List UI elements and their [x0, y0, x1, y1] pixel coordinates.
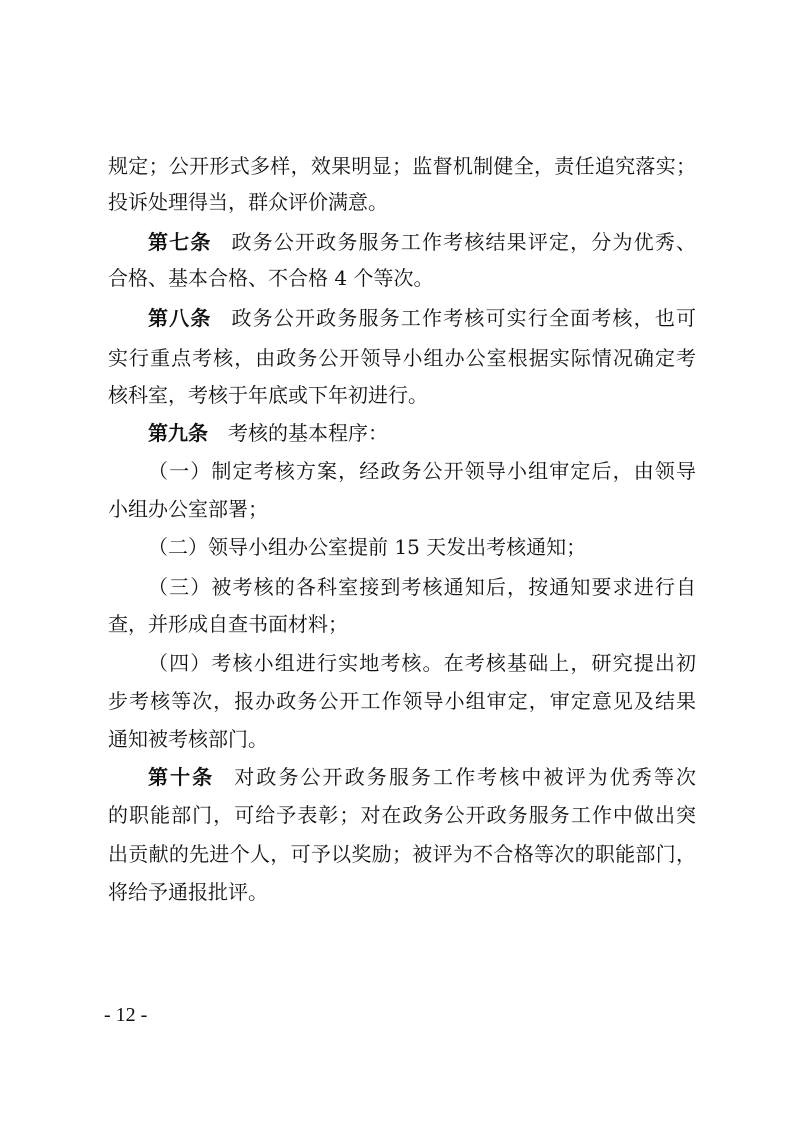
list-item-3: （三）被考核的各科室接到考核通知后，按通知要求进行自 [148, 575, 696, 599]
body-line: 通知被考核部门。 [108, 727, 268, 751]
article-8-line: 第八条 政务公开政务服务工作考核可实行全面考核，也可 [148, 306, 696, 330]
list-item-1: （一）制定考核方案，经政务公开领导小组审定后，由领导 [148, 459, 696, 483]
article-heading: 第九条 [148, 421, 208, 445]
list-item-4: （四）考核小组进行实地考核。在考核基础上，研究提出初 [148, 651, 696, 675]
body-line: 小组办公室部署； [108, 497, 268, 521]
body-line: 合格、基本合格、不合格 4 个等次。 [108, 266, 434, 290]
article-10-line: 第十条 对政务公开政务服务工作考核中被评为优秀等次 [148, 765, 697, 789]
article-heading: 第八条 [148, 306, 212, 330]
body-line: 出贡献的先进个人，可予以奖励；被评为不合格等次的职能部门， [108, 842, 696, 866]
body-line: 步考核等次，报办政务公开工作领导小组审定，审定意见及结果 [108, 689, 696, 713]
body-line: 实行重点考核，由政务公开领导小组办公室根据实际情况确定考 [108, 346, 696, 370]
article-9-line: 第九条 考核的基本程序： [148, 421, 388, 445]
article-heading: 第十条 [148, 765, 215, 789]
body-line: 核科室，考核于年底或下年初进行。 [108, 383, 428, 407]
body-line: 查，并形成自查书面材料； [108, 612, 348, 636]
list-item-2: （二）领导小组办公室提前 15 天发出考核通知； [148, 535, 587, 559]
body-line: 的职能部门，可给予表彰；对在政务公开政务服务工作中做出突 [108, 803, 696, 827]
article-heading: 第七条 [148, 230, 212, 254]
body-line: 将给予通报批评。 [108, 880, 268, 904]
body-line: 投诉处理得当，群众评价满意。 [108, 190, 388, 214]
body-line: 规定；公开形式多样，效果明显；监督机制健全，责任追究落实； [108, 154, 696, 178]
page-number: - 12 - [104, 1004, 148, 1026]
article-7-line: 第七条 政务公开政务服务工作考核结果评定，分为优秀、 [148, 230, 696, 254]
